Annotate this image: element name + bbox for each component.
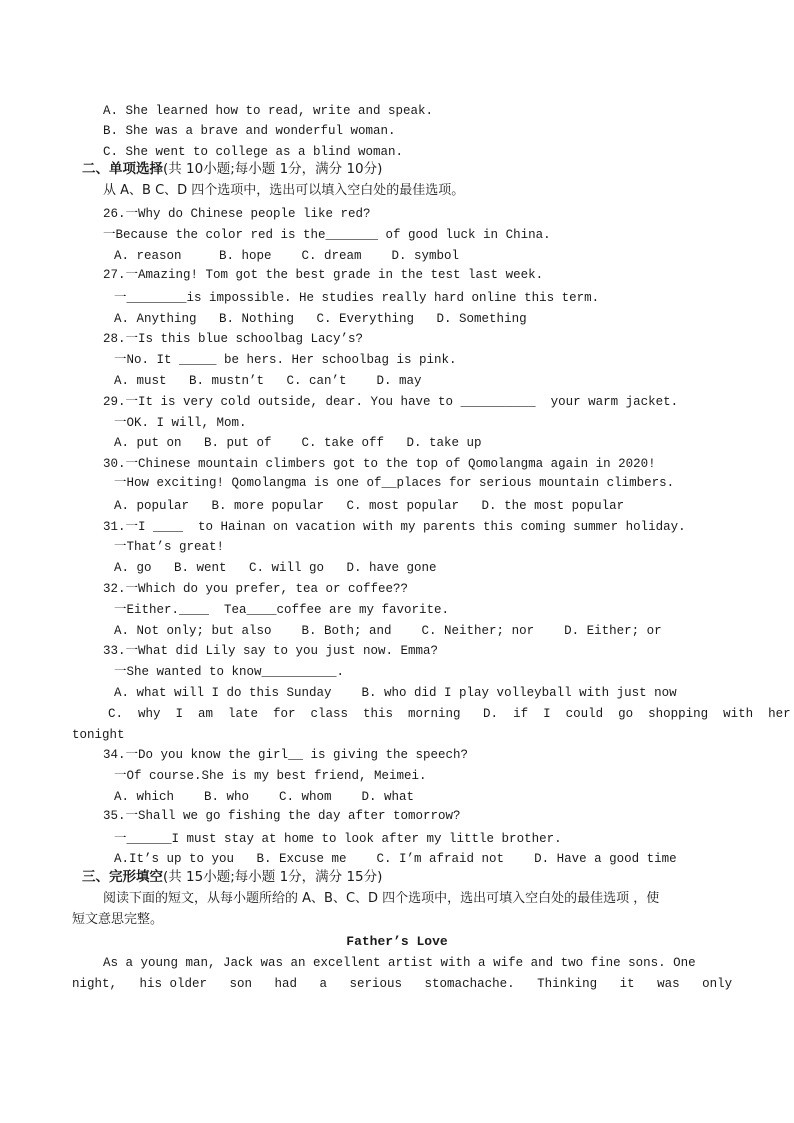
q26-options: A. reason B. hope C. dream D. symbol [114,249,460,263]
q30-options: A. popular B. more popular C. most popular D. the most popular [114,499,625,513]
q34-answer: 一Of course.She is my best friend, Meimei. [114,769,427,783]
q28-question: 28.一Is this blue schoolbag Lacy’s? [103,332,364,346]
q31-question: 31.一I ____ to Hainan on vacation with my parents this coming summer holiday. [103,520,686,534]
passage-line-2: night, his older son had a serious stomachache. Thinking it was only [72,977,733,991]
section2-title: 二、单项选择 [82,161,163,177]
q33-options-cont: tonight [72,728,125,742]
section2-heading [82,161,382,178]
q35-answer: 一______I must stay at home to look after my little brother. [114,832,562,846]
section3-instruction-1: 阅读下面的短文，从每小题所给的 A、B、C、D 四个选项中，选出可填入空白处的最佳选项 ，使 [103,891,660,906]
q32-answer: 一Either.____ Tea____coffee are my favorite. [114,603,450,617]
section2-instruction: 从 A、B C、D 四个选项中，选出可以填入空白处的最佳选项。 [103,183,465,198]
q34-options: A. which B. who C. whom D. what [114,790,415,804]
q31-options: A. go B. went C. will go D. have gone [114,561,437,575]
q29-options: A. put on B. put of C. take off D. take up [114,436,482,450]
option-b: B. She was a brave and wonderful woman. [103,124,396,138]
q27-answer: 一________is impossible. He studies really hard online this term. [114,291,600,305]
passage-line-1: As a young man, Jack was an excellent artist with a wife and two fine sons. One [103,956,696,970]
q28-options: A. must B. mustn’t C. can’t D. may [114,374,422,388]
q28-answer: 一No. It _____ be hers. Her schoolbag is pink. [114,353,457,367]
passage-title: Father’s Love [346,934,448,949]
q26-answer: 一Because the color red is the_______ of good luck in China. [103,228,551,242]
q33-answer: 一She wanted to know__________. [114,665,345,679]
section3-note: (共 15小题;每小题 1分，满分 15分) [163,869,383,885]
q27-options: A. Anything B. Nothing C. Everything D. Something [114,312,527,326]
q30-answer: 一How exciting! Qomolangma is one of__places for serious mountain climbers. [114,476,675,490]
q32-options: A. Not only; but also B. Both; and C. Neither; nor D. Either; or [114,624,662,638]
section3-heading [82,869,382,886]
q32-question: 32.一Which do you prefer, tea or coffee?? [103,582,409,596]
option-c: C. She went to college as a blind woman. [103,145,404,159]
q33-options-ab: A. what will I do this Sunday B. who did I play volleyball with just now [114,686,677,700]
q33-options-cd: C. why I am late for class this morning D. if I could go shopping with her [108,707,791,721]
option-a: A. She learned how to read, write and speak. [103,104,434,118]
q27-question: 27.一Amazing! Tom got the best grade in the test last week. [103,268,544,282]
section3-title: 三、完形填空 [82,869,163,885]
q31-answer: 一That’s great! [114,540,225,554]
q34-question: 34.一Do you know the girl__ is giving the speech? [103,748,469,762]
section3-instruction-2: 短文意思完整。 [72,912,164,927]
section2-note: (共 10小题;每小题 1分，满分 10分) [163,161,383,177]
q33-question: 33.一What did Lily say to you just now. Emma? [103,644,439,658]
q30-question: 30.一Chinese mountain climbers got to the top of Qomolangma again in 2020! [103,457,656,471]
q29-question: 29.一It is very cold outside, dear. You have to __________ your warm jacket. [103,395,679,409]
q26-question: 26.一Why do Chinese people like red? [103,207,371,221]
q35-question: 35.一Shall we go fishing the day after tomorrow? [103,809,461,823]
q35-options: A.It’s up to you B. Excuse me C. I’m afraid not D. Have a good time [114,852,677,866]
q29-answer: 一OK. I will, Mom. [114,416,247,430]
